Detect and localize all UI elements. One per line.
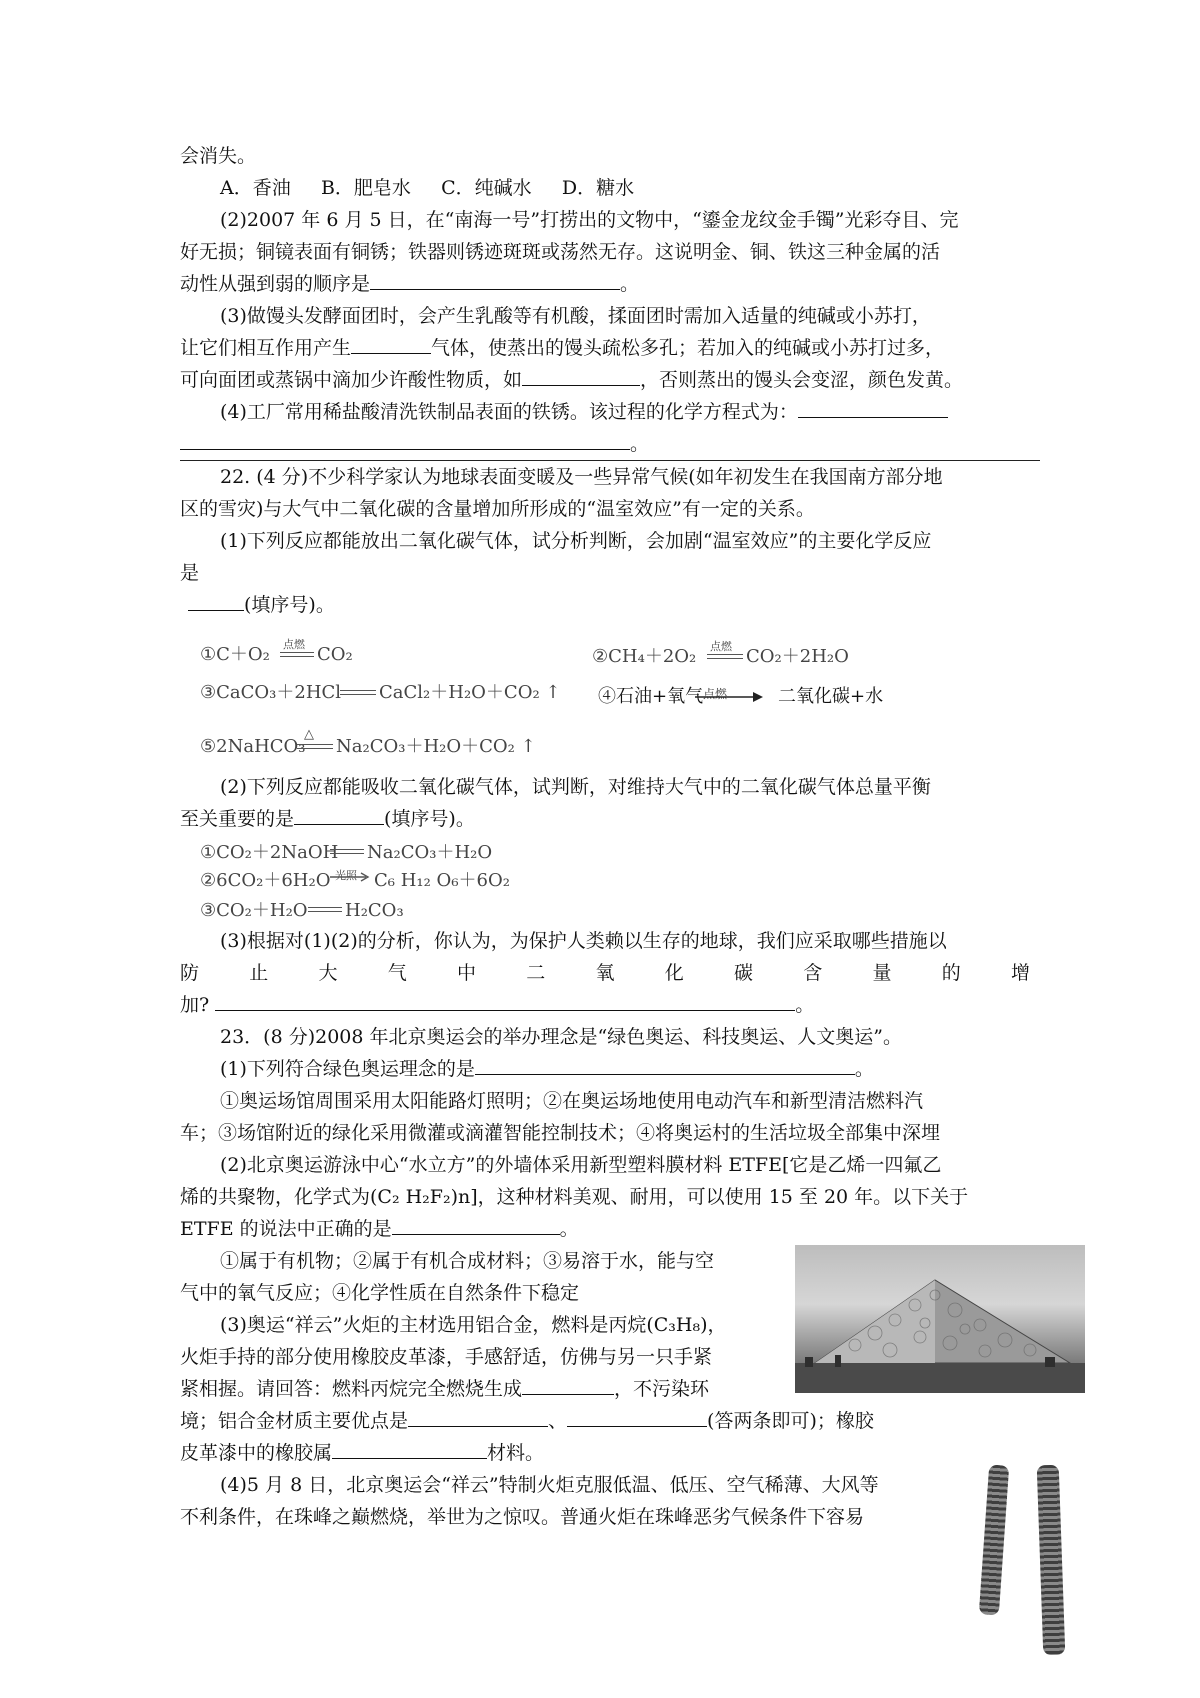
q21-p2-line2: 好无损；铜镜表面有铜锈；铁器则锈迹斑斑或荡然无存。这说明金、铜、铁这三种金属的活: [180, 241, 941, 263]
answer-blank[interactable]: [392, 1214, 560, 1235]
reaction-4: ④石油+氧气: [598, 686, 704, 707]
equals-sign: [707, 654, 743, 655]
answer-blank[interactable]: [215, 990, 795, 1011]
reaction-1-product: CO₂: [317, 644, 353, 665]
reaction-2: ②CH₄＋2O₂: [592, 646, 697, 667]
answer-blank[interactable]: [180, 429, 630, 450]
q23-p3-line2: 火炬手持的部分使用橡胶皮革漆，手感舒适，仿佛与另一只手紧: [180, 1346, 713, 1368]
answer-blank[interactable]: [522, 1374, 614, 1395]
equals-sign: [280, 652, 314, 653]
answer-blank[interactable]: [351, 333, 431, 354]
answer-blank[interactable]: [475, 1054, 855, 1075]
q22-p3-line1: (3)根据对(1)(2)的分析，你认为，为保护人类赖以生存的地球，我们应采取哪些措施以: [220, 930, 947, 952]
q22-intro-line2: 区的雪灾)与大气中二氧化碳的含量增加所形成的“温室效应”有一定的关系。: [180, 498, 815, 520]
q21-options: [180, 172, 1030, 204]
answer-blank[interactable]: [567, 1406, 707, 1427]
q22-p1-line2: 是: [180, 562, 200, 584]
answer-blank[interactable]: [522, 365, 640, 386]
reaction-list-2: [180, 835, 1030, 925]
q21-tail: 会消失。: [180, 145, 257, 167]
q23-p1: (1)下列符合绿色奥运理念的是 。: [180, 1053, 1030, 1085]
q23-p4-line1: (4)5 月 8 日，北京奥运会“祥云”特制火炬克服低温、低压、空气稀薄、大风等: [220, 1474, 879, 1496]
q23-p1-options-line2: 车；③场馆附近的绿化采用微灌或滴灌智能控制技术；④将奥运村的生活垃圾全部集中深埋: [180, 1122, 941, 1144]
option-c: C．纯碱水: [441, 177, 532, 199]
answer-blank[interactable]: [294, 804, 384, 825]
equals-sign: [330, 849, 364, 850]
absorption-1: ①CO₂＋2NaOH: [200, 842, 339, 863]
reaction-2-product: CO₂＋2H₂O: [746, 646, 849, 667]
equals-sign: [308, 907, 342, 908]
equals-sign: [297, 744, 333, 745]
absorption-1-product: Na₂CO₃＋H₂O: [367, 842, 493, 863]
q21-p3-line1: (3)做馒头发酵面团时，会产生乳酸等有机酸，揉面团时需加入适量的纯碱或小苏打，: [220, 305, 931, 327]
answer-blank[interactable]: [188, 590, 244, 611]
reaction-3: ③CaCO₃＋2HCl: [200, 682, 342, 703]
arrow-icon: [695, 691, 765, 703]
reaction-5-product: Na₂CO₃＋H₂O＋CO₂ ↑: [336, 736, 536, 757]
answer-blank[interactable]: [332, 1438, 487, 1459]
q22-p3-line2: 防 止 大 气 中 二 氧 化 碳 含 量 的 增: [180, 962, 1030, 984]
absorption-3-product: H₂CO₃: [345, 900, 404, 921]
q23-p3-line5: 皮革漆中的橡胶属 材料。: [180, 1437, 1030, 1469]
q23-p2-line3: ETFE 的说法中正确的是 。: [180, 1213, 1030, 1245]
reaction-1: ①C＋O₂: [200, 644, 270, 665]
answer-blank[interactable]: [798, 397, 948, 418]
q22-p2-line2: 至关重要的是 (填序号)。: [180, 803, 1030, 835]
q23-p3-line4: 境；铝合金材质主要优点是 、 (答两条即可)；橡胶: [180, 1405, 1030, 1437]
answer-blank[interactable]: [370, 269, 620, 290]
q23-p3-line1: (3)奥运“祥云”火炬的主材选用铝合金，燃料是丙烷(C₃H₈)，: [220, 1314, 727, 1336]
q23-p2-options-line2: 气中的氧气反应；④化学性质在自然条件下稳定: [180, 1282, 580, 1304]
reaction-list-1: [180, 621, 1030, 771]
q23-p2-line1: (2)北京奥运游泳中心“水立方”的外墙体采用新型塑料膜材料 ETFE[它是乙烯一四氟乙: [220, 1154, 942, 1176]
reaction-3-product: CaCl₂＋H₂O＋CO₂ ↑: [379, 682, 561, 703]
q21-p2-line1: (2)2007 年 6 月 5 日，在“南海一号”打捞出的文物中，“鎏金龙纹金手镯”光彩夺目、完: [220, 209, 959, 231]
water-cube-building-image: [795, 1245, 1085, 1393]
equals-sign: [340, 690, 376, 691]
q23-intro: 23．(8 分)2008 年北京奥运会的举办理念是“绿色奥运、科技奥运、人文奥运”。: [220, 1026, 902, 1048]
q22-intro-line1: 22. (4 分)不少科学家认为地球表面变暖及一些异常气候(如年初发生在我国南方部分地: [220, 466, 943, 488]
q21-p3-line3: 可向面团或蒸锅中滴加少许酸性物质，如 ，否则蒸出的馒头会变涩，颜色发黄。: [180, 364, 1030, 396]
q22-p3-line3: 加? 。: [180, 989, 1030, 1021]
condition-label: 点燃: [283, 638, 305, 651]
condition-label: 点燃: [703, 687, 728, 701]
condition-label: 光照: [335, 869, 357, 882]
water-cube-photo: [795, 1245, 1085, 1393]
q23-p2-options-line1: ①属于有机物；②属于有机合成材料；③易溶于水，能与空: [220, 1250, 715, 1272]
q21-p4-line2: 。: [180, 428, 1030, 460]
option-b: B．肥皂水: [320, 177, 411, 199]
q21-p3-line2: 让它们相互作用产生 气体，使蒸出的馒头疏松多孔；若加入的纯碱或小苏打过多，: [180, 332, 1030, 364]
answer-blank[interactable]: [408, 1406, 548, 1427]
q23-p3-line3: 紧相握。请回答：燃料丙烷完全燃烧生成 ，不污染环: [180, 1373, 1030, 1405]
q21-p4-line1: (4)工厂常用稀盐酸清洗铁制品表面的铁锈。该过程的化学方程式为：: [180, 396, 1030, 428]
option-d: D．糖水: [561, 177, 635, 199]
reaction-5: ⑤2NaHCO₃: [200, 736, 306, 757]
condition-label: △: [304, 727, 314, 742]
q22-p1-line3: (填序号)。: [180, 589, 1030, 621]
q23-p2-line2: 烯的共聚物，化学式为(C₂ H₂F₂)n]，这种材料美观、耐用，可以使用 15 至 20 年。以下关于: [180, 1186, 969, 1208]
condition-label: 点燃: [710, 640, 732, 653]
absorption-2: ②6CO₂＋6H₂O: [200, 870, 331, 891]
absorption-3: ③CO₂＋H₂O: [200, 900, 308, 921]
q22-p1-line1: (1)下列反应都能放出二氧化碳气体，试分析判断，会加剧“温室效应”的主要化学反应: [220, 530, 932, 552]
q23-p4-line2: 不利条件，在珠峰之巅燃烧，举世为之惊叹。普通火炬在珠峰恶劣气候条件下容易: [180, 1506, 865, 1528]
absorption-2-product: C₆ H₁₂ O₆＋6O₂: [374, 870, 510, 891]
q21-p2-line3: 动性从强到弱的顺序是 。: [180, 268, 1030, 300]
option-a: A．香油: [220, 177, 291, 199]
q23-p1-options-line1: ①奥运场馆周围采用太阳能路灯照明；②在奥运场地使用电动汽车和新型清洁燃料汽: [220, 1090, 924, 1112]
torch-image-right: [1037, 1465, 1066, 1656]
reaction-4-product: 二氧化碳+水: [778, 686, 884, 707]
arrow-icon: [330, 872, 372, 882]
q22-p2-line1: (2)下列反应都能吸收二氧化碳气体，试判断，对维持大气中的二氧化碳气体总量平衡: [220, 776, 931, 798]
